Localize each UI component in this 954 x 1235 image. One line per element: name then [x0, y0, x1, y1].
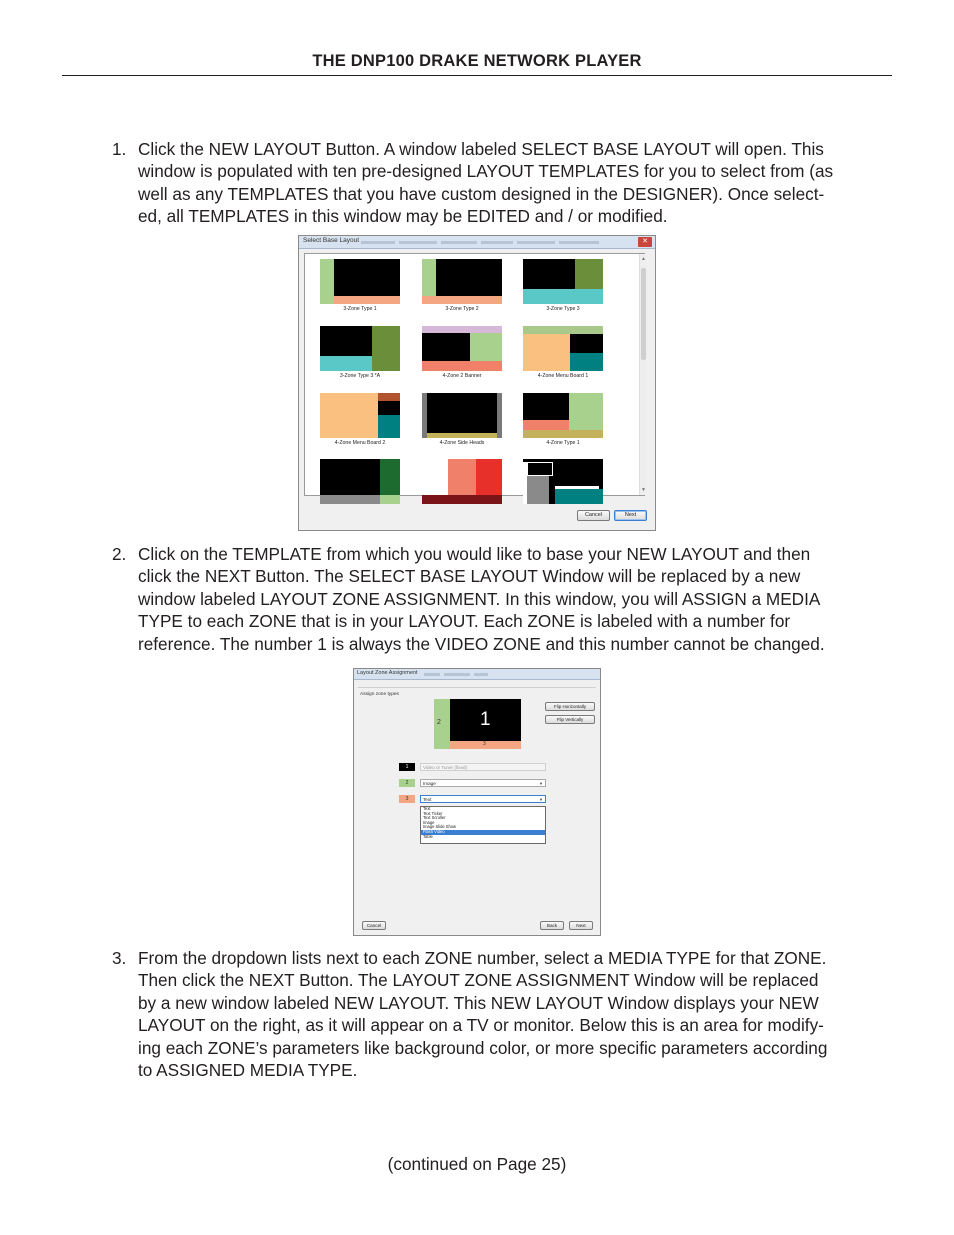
- template-thumb-3zone-type2[interactable]: [422, 259, 502, 304]
- step-line: From the dropdown lists next to each ZONE number, select a MEDIA TYPE for that ZONE.: [138, 948, 827, 968]
- step-line: Click the NEW LAYOUT Button. A window labeled SELECT BASE LAYOUT will open. This: [138, 139, 824, 159]
- dropdown-option[interactable]: Text Ticker: [423, 810, 443, 816]
- zone-number: 2: [437, 719, 441, 726]
- step-line: LAYOUT on the right, as it will appear on a TV or monitor. Below this is an area for modify-: [138, 1015, 824, 1036]
- step-line: Click on the TEMPLATE from which you would like to base your NEW LAYOUT and then: [138, 544, 811, 564]
- media-type-dropdown-list: [420, 806, 546, 844]
- preview-zone-3: [450, 741, 521, 749]
- template-grid-scrollbar[interactable]: [639, 254, 646, 495]
- template-grid: [304, 253, 645, 496]
- next-button[interactable]: Next: [569, 921, 593, 930]
- step-text: [138, 947, 902, 1081]
- layout-zone-assignment-window: [353, 668, 601, 936]
- dropdown-option[interactable]: Image: [423, 819, 435, 825]
- zone-badge-3: 3: [399, 795, 415, 803]
- dropdown-option[interactable]: Table: [423, 833, 433, 839]
- template-label: 3-Zone Type 3 *A: [339, 373, 381, 379]
- step-line: well as any TEMPLATES that you have custom designed in the DESIGNER). Once select-: [138, 183, 825, 204]
- step-line: click the NEXT Button. The SELECT BASE LAYOUT Window will be replaced by a new: [138, 566, 801, 587]
- template-label: 3-Zone Type 3: [546, 306, 580, 312]
- chevron-down-icon[interactable]: ▼: [539, 797, 543, 802]
- zone-badge-2: 2: [399, 779, 415, 787]
- step-line: TYPE to each ZONE that is in your LAYOUT. Each ZONE is labeled with a number for: [138, 611, 791, 632]
- preview-zone-1: [450, 699, 521, 741]
- template-label: 4-Zone Menu Board 2: [334, 440, 386, 446]
- divider: [358, 687, 596, 688]
- step-number: 2.: [112, 544, 127, 564]
- template-thumb-4zone-menuboard2[interactable]: [320, 393, 400, 438]
- preview-zone-2: [434, 699, 450, 749]
- template-label: 4-Zone Menu Board 1: [537, 373, 589, 379]
- step-line: window is populated with ten pre-designed LAYOUT TEMPLATES for you to select from (as: [138, 161, 834, 182]
- window-titlebar: [354, 669, 600, 680]
- template-label: 4-Zone Type 1: [546, 440, 580, 446]
- window-title: Layout Zone Assignment: [357, 670, 418, 676]
- step-number: 1.: [112, 139, 127, 159]
- step-line: by a new window labeled NEW LAYOUT. This NEW LAYOUT Window displays your NEW: [138, 992, 819, 1013]
- back-button[interactable]: Back: [540, 921, 564, 930]
- dropdown-option[interactable]: Image Slide Show: [423, 824, 456, 830]
- step-text: [138, 138, 902, 228]
- page-header: THE DNP100 DRAKE NETWORK PLAYER: [312, 52, 642, 70]
- step-line: ing each ZONE’s parameters like background color, or more specific parameters according: [138, 1037, 828, 1058]
- flip-vertically-button[interactable]: Flip Vertically: [545, 715, 595, 724]
- zone-2-type-select[interactable]: [420, 779, 546, 787]
- step-number: 3.: [112, 948, 127, 968]
- step-line: window labeled LAYOUT ZONE ASSIGNMENT. In this window, you will ASSIGN a MEDIA: [138, 588, 821, 609]
- scrollbar-thumb[interactable]: [641, 268, 646, 360]
- template-thumb-4zone-sideheads[interactable]: [422, 393, 502, 438]
- scroll-up-icon[interactable]: ▲: [641, 256, 646, 262]
- step-line: ed, all TEMPLATES in this window may be EDITED and / or modified.: [138, 206, 668, 227]
- zone-number: 3: [483, 741, 486, 747]
- field-value: Image: [423, 781, 436, 786]
- dropdown-option[interactable]: Text: [423, 806, 431, 811]
- zone-3-type-select[interactable]: [420, 795, 546, 803]
- step-line: Then click the NEXT Button. The LAYOUT ZONE ASSIGNMENT Window will be replaced: [138, 970, 819, 991]
- template-thumb-4zone-menuboard1[interactable]: [523, 326, 603, 371]
- window-title: Select Base Layout: [303, 237, 360, 244]
- template-label: 3-Zone Type 1: [343, 306, 377, 312]
- field-value: Video or Tuner (fixed): [423, 765, 468, 770]
- section-subtitle: Assign zone types: [360, 692, 399, 697]
- step-text: [138, 543, 902, 655]
- template-thumb-4zone-2banner[interactable]: [422, 326, 502, 371]
- cancel-button[interactable]: Cancel: [362, 921, 386, 930]
- zone-number: 1: [480, 709, 491, 730]
- close-icon[interactable]: ✕: [638, 237, 652, 247]
- template-thumb-row4-c[interactable]: [523, 459, 603, 504]
- chevron-down-icon[interactable]: ▼: [539, 781, 543, 786]
- step-line: to ASSIGNED MEDIA TYPE.: [138, 1060, 358, 1081]
- template-label: 3-Zone Type 2: [445, 306, 479, 312]
- template-thumb-row4-b[interactable]: [422, 459, 502, 504]
- template-thumb-row4-a[interactable]: [320, 459, 400, 504]
- template-label: 4-Zone Side Heads: [439, 440, 485, 446]
- scroll-down-icon[interactable]: ▼: [641, 487, 646, 493]
- template-thumb-3zone-type3a[interactable]: [320, 326, 400, 371]
- dropdown-option-selected[interactable]: Flash Video: [421, 830, 545, 835]
- template-thumb-4zone-type1[interactable]: [523, 393, 603, 438]
- step-line: reference. The number 1 is always the VIDEO ZONE and this number cannot be changed.: [138, 633, 825, 654]
- dropdown-option[interactable]: Text Scroller: [423, 815, 446, 821]
- zone-badge-1: 1: [399, 763, 415, 771]
- next-button[interactable]: Next: [614, 510, 647, 521]
- template-label: 4-Zone 2 Banner: [442, 373, 482, 379]
- window-titlebar: [299, 236, 655, 249]
- cancel-button[interactable]: Cancel: [577, 510, 610, 521]
- field-value: Text: [423, 797, 432, 802]
- template-thumb-3zone-type3[interactable]: [523, 259, 603, 304]
- template-thumb-3zone-type1[interactable]: [320, 259, 400, 304]
- zone-1-type-field: [420, 763, 546, 771]
- flip-horizontally-button[interactable]: Flip Horizontally: [545, 702, 595, 711]
- select-base-layout-window: [298, 235, 656, 531]
- page-footer: (continued on Page 25): [387, 1154, 567, 1174]
- header-rule: [62, 75, 892, 76]
